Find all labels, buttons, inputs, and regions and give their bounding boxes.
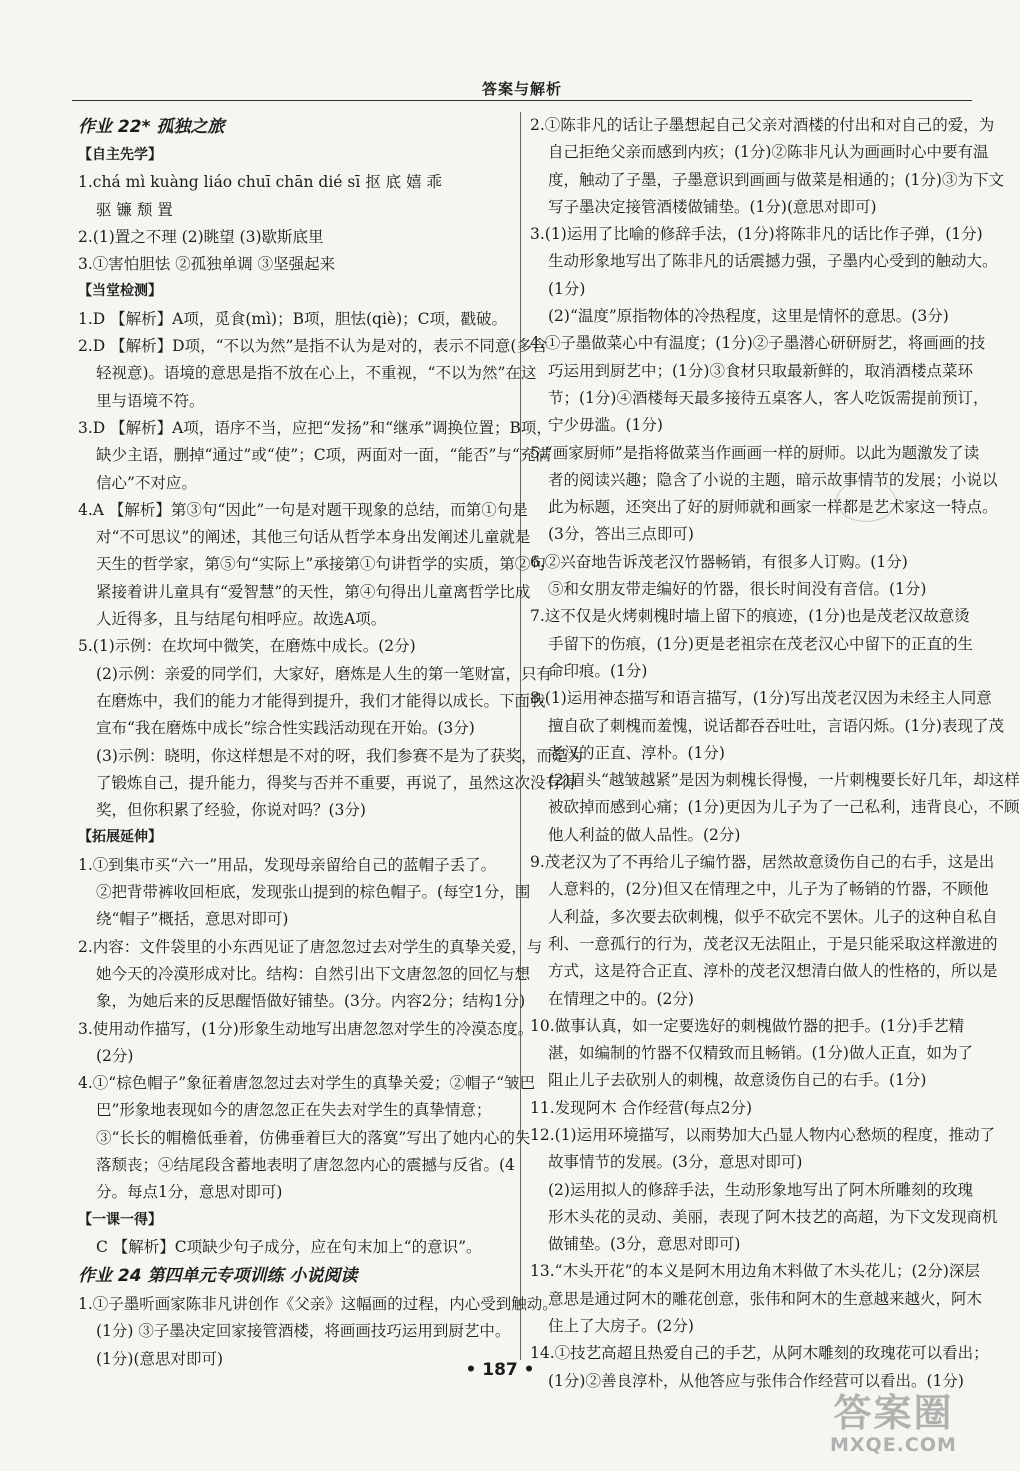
text-line-continued: 巧运用到厨艺中；(1分)③食材只取最新鲜的，取消酒楼点菜环 — [548, 361, 973, 380]
text-line-continued: ②把背带裤收回柜底，发现张山提到的棕色帽子。(每空1分，围 — [96, 883, 531, 902]
text-line-continued: 宁少毋滥。(1分) — [548, 416, 663, 435]
text-line-continued: (2)示例：亲爱的同学们，大家好，磨炼是人生的第一笔财富，只有 — [96, 664, 552, 683]
text-line-continued: 奖，但你积累了经验，你说对吗？(3分) — [96, 801, 366, 820]
text-line: 1.①到集市买“六一”用品，发现母亲留给自己的蓝帽子丢了。 — [78, 855, 497, 874]
text-line-continued: 故事情节的发展。(3分，意思对即可) — [548, 1153, 803, 1172]
right-column — [530, 112, 1020, 1395]
text-line-continued: 住上了大房子。(2分) — [548, 1317, 694, 1336]
text-line-continued: (2)运用拟人的修辞手法，生动形象地写出了阿木所雕刻的玫瑰 — [548, 1180, 973, 1199]
text-line-continued: 信心”不对应。 — [96, 473, 197, 492]
text-line-continued: 被砍掉而感到心痛；(1分)更因为儿子为了一己私利，违背良心，不顾 — [548, 798, 1020, 817]
text-line-continued: 了锻炼自己，提升能力，得奖与否并不重要，再说了，虽然这次没有得 — [96, 773, 577, 792]
text-line-continued: 落颓丧；④结尾段含蓄地表明了唐忽忽内心的震撼与反省。(4 — [96, 1155, 515, 1174]
text-line-continued: 意思是通过阿木的雕花创意，张伟和阿木的生意越来越火，阿木 — [548, 1289, 983, 1308]
text-line: 13.“木头开花”的本义是阿木用边角木料做了木头花儿；(2分)深层 — [530, 1262, 980, 1281]
text-line: 8.(1)运用神态描写和语言描写，(1分)写出茂老汉因为未经主人同意 — [530, 689, 992, 708]
text-line-continued: 者的阅读兴趣；隐含了小说的主题，暗示故事情节的发展；小说以 — [548, 470, 998, 489]
text-line-continued: 节；(1分)④酒楼每天最多接待五桌客人，客人吃饭需提前预订， — [548, 388, 989, 407]
text-line-continued: 轻视意)。语境的意思是指不放在心上，不重视，“不以为然”在这 — [96, 364, 537, 383]
homework-title: 作业 24 第四单元专项训练 小说阅读 — [78, 1266, 358, 1287]
text-line: 3.D 【解析】A项，语序不当，应把“发扬”和“继承”调换位置；B项， — [78, 418, 552, 437]
text-line-continued: 形木头花的灵动、美丽，表现了阿木技艺的高超，为下文发现商机 — [548, 1207, 998, 1226]
text-line-continued: 利、一意孤行的行为，茂老汉无法阻止，于是只能采取这样激进的 — [548, 934, 998, 953]
text-line: 4.①“棕色帽子”象征着唐忽忽过去对学生的真挚关爱；②帽子“皱巴 — [78, 1074, 536, 1093]
text-line-continued: ③“长长的帽檐低垂着，仿佛垂着巨大的落寞”写出了她内心的失 — [96, 1128, 531, 1147]
text-line-continued: 生动形象地写出了陈非凡的话震撼力强，子墨内心受到的触动大。 — [548, 252, 998, 271]
section-heading: 【拓展延伸】 — [78, 829, 162, 846]
text-line-continued: 手留下的伤痕，(1分)更是老祖宗在茂老汉心中留下的正直的生 — [548, 634, 973, 653]
text-line-continued: 做铺垫。(3分，意思对即可) — [548, 1235, 741, 1254]
text-line-continued: 她今天的冷漠形成对比。结构：自然引出下文唐忽忽的回忆与想 — [96, 964, 531, 983]
watermark-text: 答案圈 — [833, 1391, 954, 1435]
text-line: 5.“画家厨师”是指将做菜当作画画一样的厨师。以此为题激发了读 — [530, 443, 980, 462]
text-line-continued: 紧接着讲儿童具有“爱智慧”的天性，第④句得出儿童离哲学比成 — [96, 582, 531, 601]
column-divider — [520, 112, 521, 1360]
text-line-continued: 方式，这是符合正直、淳朴的茂老汉想清白做人的性格的，所以是 — [548, 962, 998, 981]
text-line-continued: 此为标题，还突出了好的厨师就和画家一样都是艺术家这一特点。 — [548, 498, 998, 517]
text-line: 12.(1)运用环境描写，以雨势加大凸显人物内心愁烦的程度，推动了 — [530, 1125, 996, 1144]
text-line-continued: 老汉的正直、淳朴。(1分) — [548, 743, 725, 762]
text-line: 1.chá mì kuàng liáo chuī chān dié sī 抠 底 嬉 乖 — [78, 173, 443, 192]
text-line-continued: 人利益，多次要去砍刺槐，似乎不砍完不罢休。儿子的这种自私自 — [548, 907, 998, 926]
text-line-continued: 在情理之中的。(2分) — [548, 989, 694, 1008]
text-line-continued: 宣布“我在磨炼中成长”综合性实践活动现在开始。(3分) — [96, 719, 475, 738]
text-line: 1.D 【解析】A项，觅食(mì)；B项，胆怯(qiè)；C项，戳破。 — [78, 309, 507, 328]
text-line-continued: ⑤和女朋友带走编好的竹器，很长时间没有音信。(1分) — [548, 580, 927, 599]
text-line: 4.A 【解析】第③句“因此”一句是对题干现象的总结，而第①句是 — [78, 500, 528, 519]
text-line: 3.使用动作描写，(1分)形象生动地写出唐忽忽对学生的冷漠态度。 — [78, 1019, 534, 1038]
text-line-continued: 人近得多，且与结尾句相呼应。故选A项。 — [96, 610, 387, 629]
text-line-continued: 他人利益的做人品性。(2分) — [548, 825, 741, 844]
text-line-continued: 天生的哲学家，第⑤句“实际上”承接第①句讲哲学的实质，第②句 — [96, 555, 546, 574]
text-line-continued: 度，触动了子墨，子墨意识到画画与做菜是相通的；(1分)③为下文 — [548, 170, 1004, 189]
faint-stamp-mark — [836, 480, 896, 522]
text-line: 11.发现阿木 合作经营(每点2分) — [530, 1098, 753, 1117]
section-heading: 【自主先学】 — [78, 147, 162, 163]
text-line: 3.(1)运用了比喻的修辞手法，(1分)将陈非凡的话比作子弹，(1分) — [530, 225, 983, 244]
header-title: 答案与解析 — [481, 80, 562, 98]
text-line-continued: (3)示例：晓明，你这样想是不对的呀，我们参赛不是为了获奖，而是为 — [96, 746, 583, 765]
text-line: 2.内容：文件袋里的小东西见证了唐忽忽过去对学生的真挚关爱，与 — [78, 937, 543, 956]
text-line: 2.(1)置之不理 (2)眺望 (3)歇斯底里 — [78, 227, 324, 246]
text-line-continued: 在磨炼中，我们的能力才能得到提升，我们才能得以成长。下面我 — [96, 691, 546, 710]
text-line-continued: 人意料的，(2分)但又在情理之中，儿子为了畅销的竹器，不顾他 — [548, 880, 989, 899]
text-line: 2.D 【解析】D项，“不以为然”是指不认为是对的，表示不同意(多含 — [78, 337, 548, 356]
text-line-continued: 驱 镰 颓 置 — [96, 200, 173, 219]
section-heading: 【一课一得】 — [78, 1211, 162, 1228]
text-line-continued: (1分) ③子墨决定回家接管酒楼，将画画技巧运用到厨艺中。 — [96, 1322, 511, 1341]
text-line-continued: 里与语境不符。 — [96, 391, 205, 410]
text-line-continued: 擅自砍了刺槐而羞愧，说话都吞吞吐吐，言语闪烁。(1分)表现了茂 — [548, 716, 1004, 735]
text-line: 9.茂老汉为了不再给儿子编竹器，居然故意烫伤自己的右手，这是出 — [530, 853, 995, 872]
text-line-continued: (1分) — [548, 279, 586, 298]
text-line-continued: (2)眉头“越皱越紧”是因为刺槐长得慢，一片刺槐要长好几年，却这样 — [548, 771, 1020, 790]
text-line-continued: 湛，如编制的竹器不仅精致而且畅销。(1分)做人正直，如为了 — [548, 1044, 973, 1063]
text-line-continued: 对“不可思议”的阐述，其他三句话从哲学本身出发阐述儿童就是 — [96, 528, 531, 547]
text-line: 4.①子墨做菜心中有温度；(1分)②子墨潜心研研厨艺，将画画的技 — [530, 334, 986, 353]
text-line-continued: 阻止儿子去砍别人的刺槐，故意烫伤自己的右手。(1分) — [548, 1071, 927, 1090]
section-heading: 【当堂检测】 — [78, 283, 162, 300]
homework-title: 作业 22* 孤独之旅 — [78, 117, 225, 137]
text-line-continued: (2)“温度”原指物体的冷热程度，这里是情怀的意思。(3分) — [548, 307, 949, 326]
text-line-continued: 象，为她后来的反思醒悟做好铺垫。(3分。内容2分；结构1分) — [96, 992, 526, 1011]
text-line: 14.①技艺高超且热爱自己的手艺，从阿木雕刻的玫瑰花可以看出； — [530, 1344, 989, 1363]
text-line-continued: C 【解析】C项缺少句子成分，应在句末加上“的意识”。 — [96, 1237, 482, 1256]
text-line-continued: (1分)(意思对即可) — [96, 1349, 224, 1368]
text-line-continued: 命印痕。(1分) — [548, 661, 648, 680]
text-line: 6.②兴奋地告诉茂老汉竹器畅销，有很多人订购。(1分) — [530, 552, 908, 571]
watermark-logo — [830, 1392, 957, 1456]
text-line: 5.(1)示例：在坎坷中微笑，在磨炼中成长。(2分) — [78, 637, 416, 656]
text-line-continued: 分。每点1分，意思对即可) — [96, 1183, 283, 1202]
page-number: • 187 • — [465, 1360, 535, 1380]
text-line-continued: (1分)②善良淳朴，从他答应与张伟合作经营可以看出。(1分) — [548, 1371, 964, 1390]
text-line: 10.做事认真，如一定要选好的刺槐做竹器的把手。(1分)手艺精 — [530, 1016, 965, 1035]
text-line-continued: 自己拒绝父亲而感到内疚；(1分)②陈非凡认为画画时心中要有温 — [548, 143, 989, 162]
text-line-continued: (3分，答出三点即可) — [548, 525, 694, 544]
text-line: 7.这不仅是火烤刺槐时墙上留下的痕迹，(1分)也是茂老汉故意烫 — [530, 607, 970, 626]
text-line-continued: (2分) — [96, 1046, 134, 1065]
text-line-continued: 巴”形象地表现如今的唐忽忽正在失去对学生的真挚情意； — [96, 1101, 492, 1120]
text-line-continued: 缺少主语，删掉“通过”或“使”；C项，两面对一面，“能否”与“充满 — [96, 446, 551, 465]
page-header — [72, 78, 972, 101]
watermark-url: MXQE.COM — [830, 1434, 957, 1456]
text-line: 2.①陈非凡的话让子墨想起自己父亲对酒楼的付出和对自己的爱，为 — [530, 116, 995, 134]
text-line-continued: 写子墨决定接管酒楼做铺垫。(1分)(意思对即可) — [548, 197, 877, 216]
text-line-continued: 绕“帽子”概括，意思对即可) — [96, 910, 289, 929]
text-line: 3.①害怕胆怯 ②孤独单调 ③坚强起来 — [78, 255, 336, 274]
text-line: 1.①子墨听画家陈非凡讲创作《父亲》这幅画的过程，内心受到触动。 — [78, 1295, 558, 1314]
